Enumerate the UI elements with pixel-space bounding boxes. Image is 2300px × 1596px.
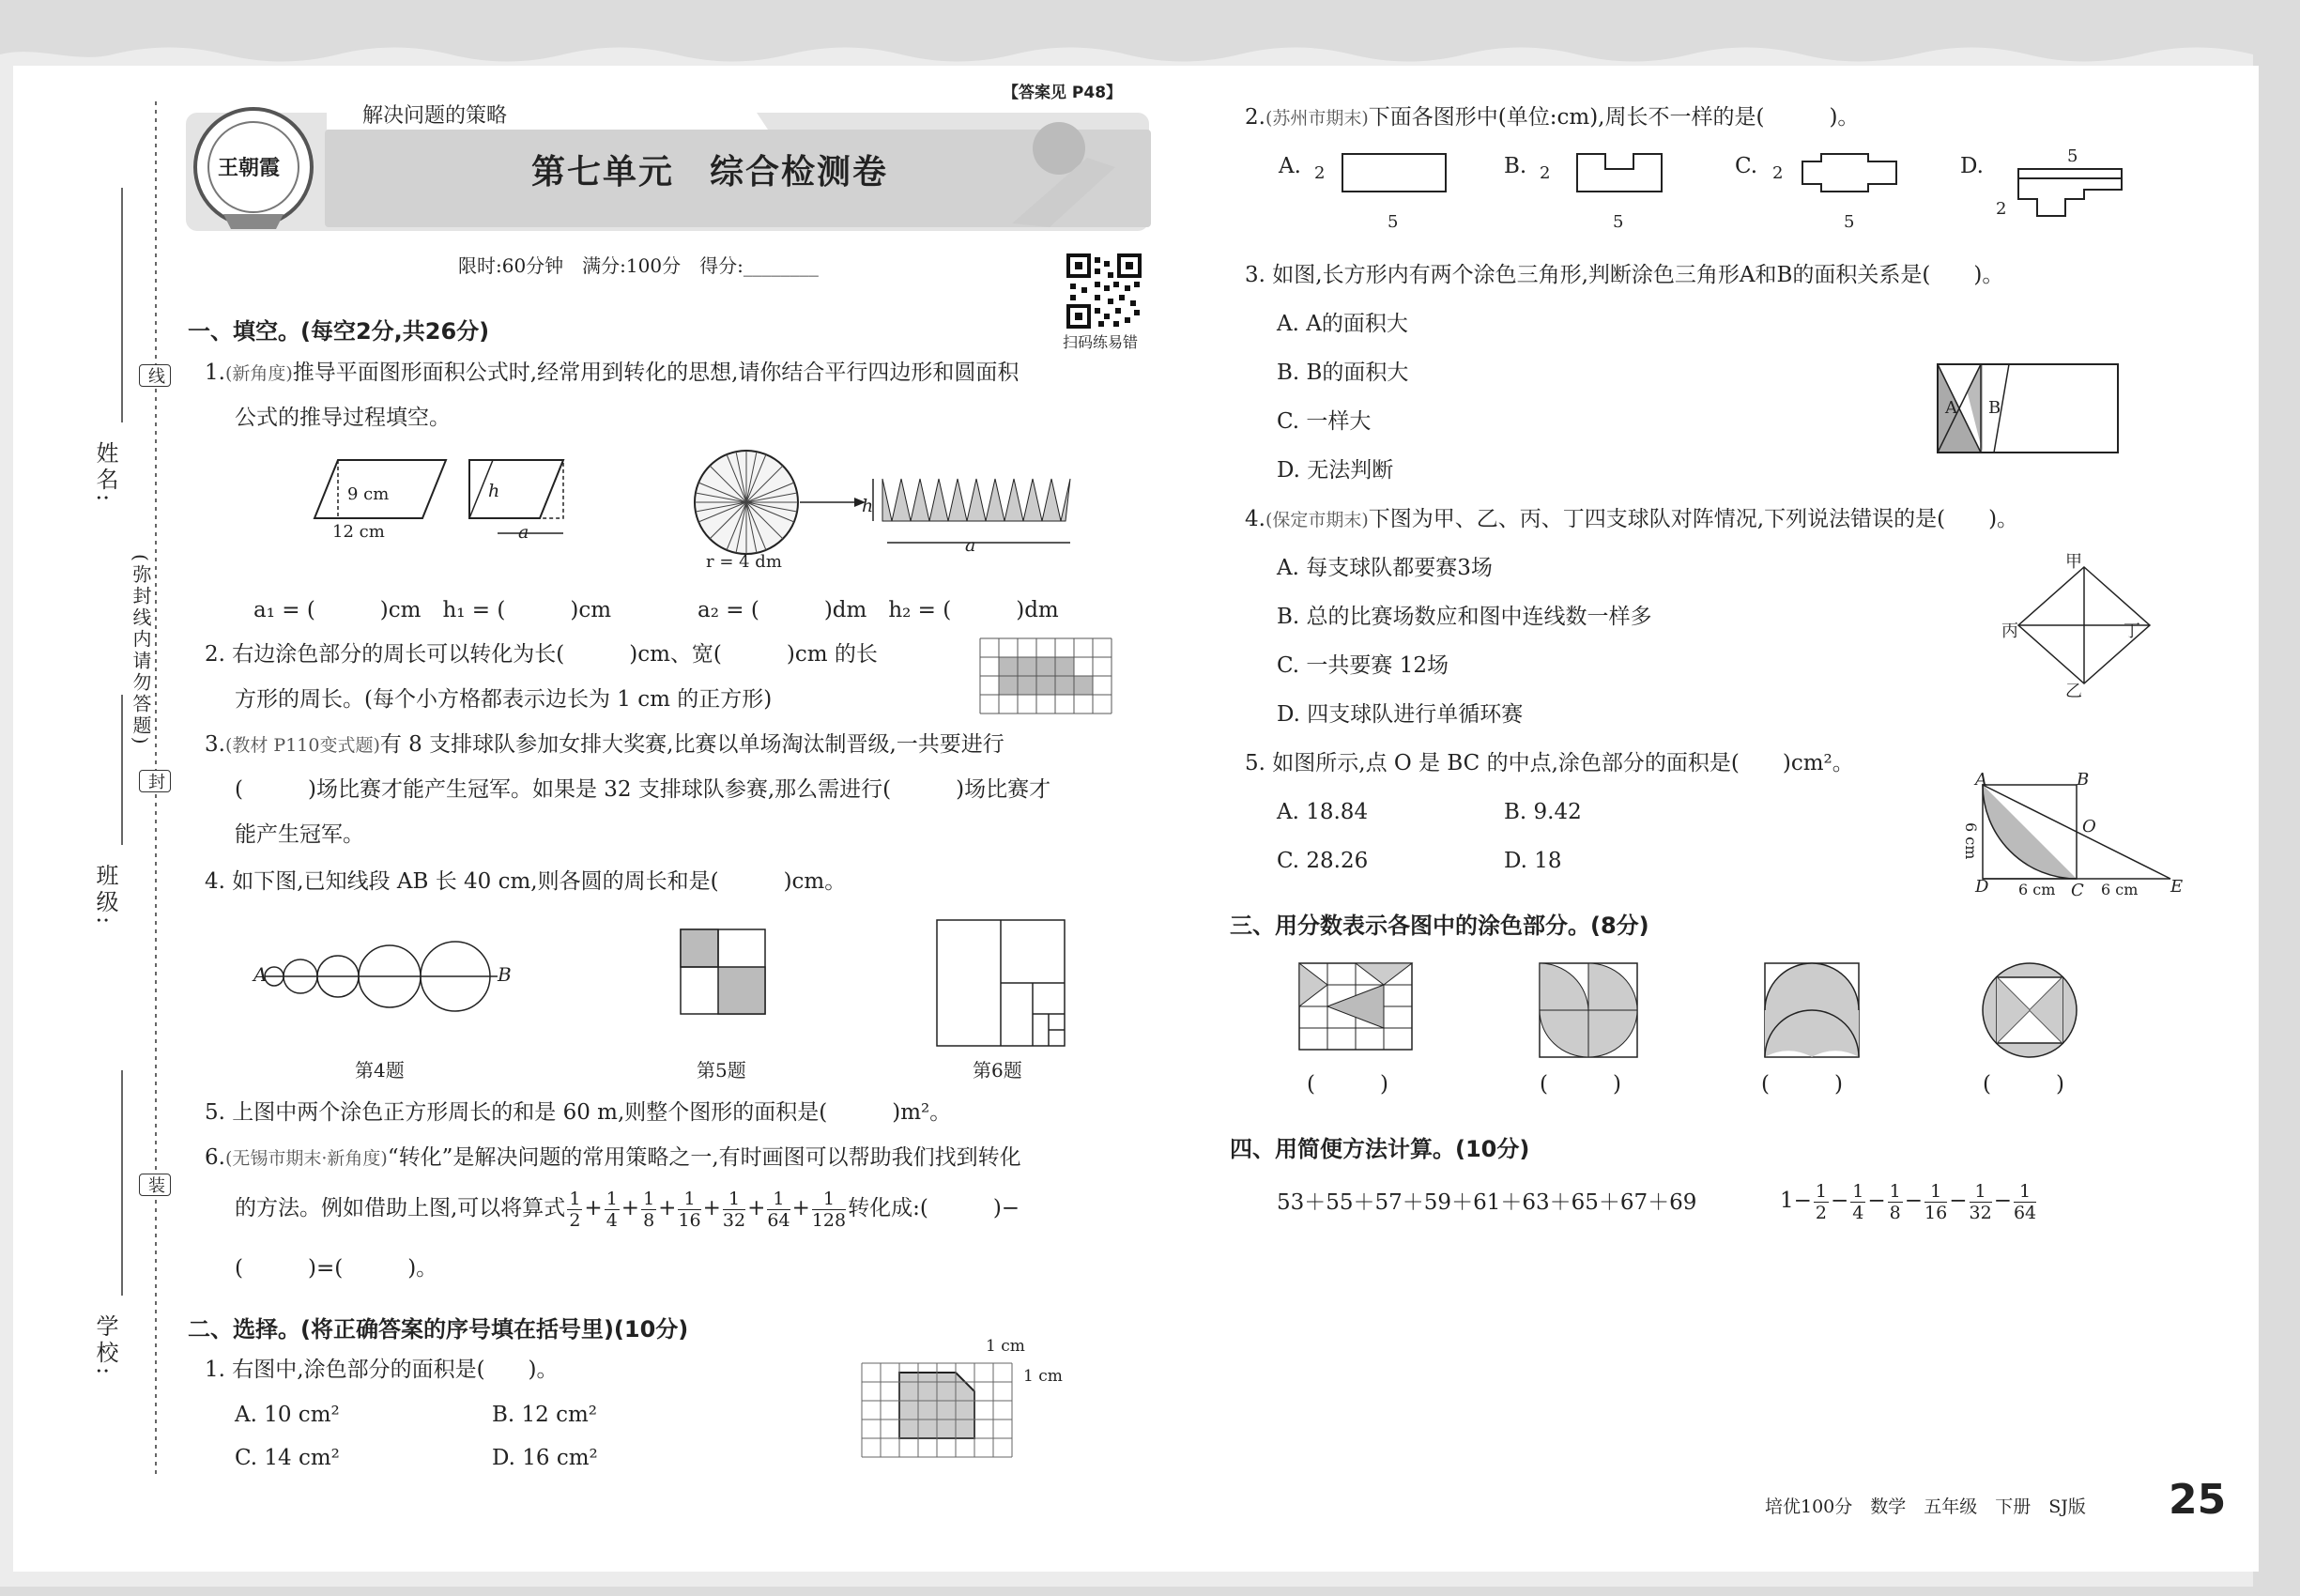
q3-line1: 3.(教材 P110变式题)有 8 支排球队参加女排大奖赛,比赛以单场淘汰制晋级,一共要进行	[205, 732, 1004, 757]
fraction-operator: −	[1831, 1189, 1849, 1213]
section-2-heading: 二、选择。(将正确答案的序号填在括号里)(10分)	[188, 1316, 689, 1343]
qr-code-icon	[1066, 253, 1142, 329]
r-q5-option-b: B. 9.42	[1504, 800, 1582, 824]
fraction-denominator: 8	[643, 1209, 655, 1231]
c1-unit-right: 1 cm	[1023, 1367, 1063, 1386]
fraction-numerator: 1	[723, 1189, 745, 1210]
exam-meta: 限时:60分钟 满分:100分 得分:________	[458, 254, 819, 277]
r-q3-rectangle-figure	[1936, 362, 2120, 456]
fraction-numerator: 1	[812, 1189, 846, 1210]
fraction-numerator: 1	[1924, 1181, 1947, 1203]
c1-option-b: B. 12 cm²	[492, 1403, 598, 1427]
fraction-numerator: 1	[2014, 1181, 2036, 1203]
c1-question: 1. 右图中,涂色部分的面积是( )。	[205, 1358, 559, 1382]
fraction-operator: −	[1904, 1189, 1924, 1213]
fraction	[678, 1189, 700, 1231]
fraction	[723, 1189, 745, 1231]
r-q5-point-b: B	[2077, 770, 2090, 790]
fraction-numerator: 1	[1970, 1181, 1992, 1203]
q4-line1: 4. 如下图,已知线段 AB 长 40 cm,则各圆的周长和是( )cm。	[205, 869, 847, 894]
fraction	[1814, 1181, 1829, 1223]
fraction-operator: +	[658, 1196, 677, 1220]
r-q2-label-2b: 2	[1540, 163, 1551, 183]
fraction-denominator: 32	[722, 1209, 746, 1231]
fraction	[812, 1189, 846, 1231]
binding-seal-char: 封	[139, 770, 171, 792]
no-answer-note: (弥封线内请勿答题)	[130, 554, 152, 747]
r-q5-point-e: E	[2170, 877, 2184, 897]
fraction-operator: +	[621, 1196, 640, 1220]
fraction-denominator: 4	[1852, 1202, 1864, 1223]
r-q5-point-c: C	[2071, 881, 2084, 900]
brand-logo-text: 王朝霞	[218, 156, 281, 180]
q6-caption: 第6题	[973, 1059, 1022, 1082]
page-title: 第七单元 综合检测卷	[531, 153, 889, 192]
r-q4-team-jia: 甲	[2065, 552, 2082, 572]
fraction-denominator: 64	[2013, 1202, 2037, 1223]
r-q2-option-a: A.	[1279, 154, 1301, 178]
r-q5-point-a: A	[1975, 770, 1987, 790]
r-q3-question: 3. 如图,长方形内有两个涂色三角形,判断涂色三角形A和B的面积关系是( )。	[1245, 263, 2004, 287]
r-q2-label-5d: 5	[2067, 146, 2078, 166]
r-q5-option-c: C. 28.26	[1277, 849, 1369, 873]
class-label: 班级:	[92, 864, 118, 928]
page-number: 25	[2169, 1476, 2227, 1524]
q1-a2-label: a	[965, 535, 976, 556]
q1-h1-label: h	[488, 481, 500, 501]
r-q3-option-c: C. 一样大	[1277, 409, 1372, 434]
r-sec3-answer-3: ( )	[1761, 1072, 1843, 1097]
fraction-denominator: 4	[606, 1209, 618, 1231]
section-1-heading: 一、填空。(每空2分,共26分)	[188, 318, 490, 345]
fraction-operator: −	[1867, 1189, 1886, 1213]
r-sec3-figures	[1296, 959, 2140, 1053]
r-q5-side-6cm-bottom1: 6 cm	[2018, 881, 2056, 898]
c1-option-a: A. 10 cm²	[235, 1403, 340, 1427]
footer-text: 培优100分 数学 五年级 下册 SJ版	[1765, 1496, 2086, 1517]
q4-point-a: A	[253, 963, 268, 986]
c1-option-c: C. 14 cm²	[235, 1446, 340, 1470]
r-q4-team-bing: 丙	[2001, 622, 2018, 641]
r-q3-option-a: A. A的面积大	[1277, 312, 1408, 336]
r-q4-option-b: B. 总的比赛场数应和图中连线数一样多	[1277, 605, 1652, 629]
fraction	[1970, 1181, 1992, 1223]
r-q4-team-yi: 乙	[2065, 682, 2082, 701]
fraction-denominator: 2	[569, 1209, 581, 1231]
r-q2-label-2a: 2	[1314, 163, 1326, 183]
fraction-denominator: 16	[1924, 1202, 1948, 1223]
r-calc-1: 53＋55＋57＋59＋61＋63＋65＋67＋69	[1277, 1190, 1697, 1215]
qr-label: 扫码练易错	[1063, 333, 1139, 351]
q1-figures	[310, 451, 1080, 591]
q6-line3: ( )=( )。	[235, 1256, 438, 1281]
fraction	[767, 1189, 790, 1231]
fraction-operator: −	[1993, 1189, 2012, 1213]
r-q5-point-o: O	[2082, 817, 2096, 836]
binding-line-char: 线	[139, 364, 171, 387]
r-q5-option-a: A. 18.84	[1277, 800, 1369, 824]
r-q2-label-2c: 2	[1772, 163, 1784, 183]
fraction-denominator: 2	[1815, 1202, 1827, 1223]
q6-fraction-sum	[565, 1188, 848, 1231]
r-sec3-answer-4: ( )	[1983, 1072, 2064, 1097]
r-sec3-answer-2: ( )	[1540, 1072, 1621, 1097]
fraction-numerator: 1	[643, 1188, 655, 1209]
r-q4-team-ding: 丁	[2124, 622, 2140, 641]
q1-r-label: r = 4 dm	[706, 552, 782, 572]
school-label: 学校:	[92, 1314, 118, 1379]
q1-a1-label: a	[518, 522, 529, 543]
section-3-heading: 三、用分数表示各图中的涂色部分。(8分)	[1230, 913, 1649, 939]
c1-grid-figure	[862, 1363, 1012, 1466]
r-q2-shapes	[1277, 141, 2159, 244]
r-q4-option-d: D. 四支球队进行单循环赛	[1277, 702, 1524, 727]
answer-reference: 【答案见 P48】	[1003, 84, 1123, 102]
r-q5-option-d: D. 18	[1504, 849, 1562, 873]
r-q3-label-a: A	[1945, 398, 1957, 418]
q5-line: 5. 上图中两个涂色正方形周长的和是 60 m,则整个图形的面积是( )m²。	[205, 1100, 952, 1125]
fraction-operator: +	[584, 1196, 603, 1220]
binding-install-char: 装	[139, 1174, 171, 1196]
fraction	[2014, 1181, 2036, 1223]
fraction	[1850, 1181, 1865, 1223]
fraction-numerator: 1	[606, 1188, 618, 1209]
fraction	[567, 1189, 582, 1231]
r-q2-option-b: B.	[1504, 154, 1527, 178]
fraction-operator: +	[791, 1196, 810, 1220]
topic-label: 解决问题的策略	[362, 104, 508, 128]
c1-option-d: D. 16 cm²	[492, 1446, 598, 1470]
q5-caption: 第5题	[697, 1059, 746, 1082]
q1-h2-label: h	[862, 496, 874, 516]
fraction-denominator: 32	[1969, 1202, 1992, 1223]
q1-9cm-label: 9 cm	[347, 484, 390, 504]
fraction-operator: +	[747, 1196, 766, 1220]
fraction	[1924, 1181, 1947, 1223]
fraction-numerator: 1	[678, 1189, 700, 1210]
fraction	[605, 1189, 620, 1231]
r-calc-2: 1− $\frac{1}{2}$ − $\frac{1}{4}$ − $\frac{1}{8}$ − $\frac{1}{16}$ − $\frac{1}{32}$ − $\frac{1}{64}$	[1780, 1180, 2037, 1223]
r-q2-option-c: C.	[1735, 154, 1758, 178]
r-q5-side-6cm-left: 6 cm	[1962, 822, 1980, 860]
fraction-numerator: 1	[1852, 1180, 1864, 1202]
fraction-numerator: 1	[569, 1188, 581, 1209]
q6-line1: 6.(无锡市期末·新角度)“转化”是解决问题的常用策略之一,有时画图可以帮助我们找到转化	[205, 1145, 1021, 1170]
r-q5-question: 5. 如图所示,点 O 是 BC 的中点,涂色部分的面积是( )cm²。	[1245, 751, 1854, 775]
r-q4-question: 4.(保定市期末)下图为甲、乙、丙、丁四支球队对阵情况,下列说法错误的是( )。	[1245, 507, 2019, 531]
q4-point-b: B	[498, 963, 512, 986]
r-q2-label-2d: 2	[1996, 199, 2007, 219]
q1-answer-line: a₁ = ( )cm h₁ = ( )cm a₂ = ( )dm h₂ = ( )dm	[253, 598, 1059, 622]
r-q2-label-5c: 5	[1844, 212, 1855, 232]
q4-caption: 第4题	[355, 1059, 405, 1082]
fraction-denominator: 64	[767, 1209, 790, 1231]
q3-line3: 能产生冠军。	[235, 822, 364, 847]
q1-12cm-label: 12 cm	[332, 522, 385, 542]
fraction-numerator: 1	[1889, 1180, 1901, 1202]
fraction-denominator: 128	[811, 1209, 847, 1231]
r-q4-option-a: A. 每支球队都要赛3场	[1277, 556, 1493, 580]
fraction-operator: −	[1949, 1189, 1968, 1213]
q2-grid-figure	[980, 638, 1112, 717]
r-q3-option-b: B. B的面积大	[1277, 361, 1409, 385]
fraction-denominator: 8	[1889, 1202, 1901, 1223]
fraction-operator: +	[702, 1196, 721, 1220]
r-q3-option-d: D. 无法判断	[1277, 458, 1394, 483]
q3-line2: ( )场比赛才能产生冠军。如果是 32 支排球队参赛,那么需进行( )场比赛才	[235, 777, 1051, 802]
r-q5-point-d: D	[1975, 877, 1989, 897]
fraction-numerator: 1	[767, 1189, 790, 1210]
fraction-denominator: 16	[678, 1209, 701, 1231]
fraction-numerator: 1	[1815, 1180, 1827, 1202]
r-q2-label-5b: 5	[1613, 212, 1624, 232]
name-label: 姓名:	[92, 441, 118, 506]
r-q3-label-b: B	[1988, 398, 2001, 418]
r-q4-option-c: C. 一共要赛 12场	[1277, 653, 1449, 678]
q2-line1: 2. 右边涂色部分的周长可以转化为长( )cm、宽( )cm 的长	[205, 642, 878, 667]
r-q2-option-d: D.	[1960, 154, 1984, 178]
q2-line2: 方形的周长。(每个小方格都表示边长为 1 cm 的正方形)	[235, 687, 773, 712]
r-q5-side-6cm-bottom2: 6 cm	[2101, 881, 2139, 898]
c1-unit-top: 1 cm	[986, 1337, 1025, 1356]
fraction	[641, 1189, 656, 1231]
fraction	[1888, 1181, 1903, 1223]
q6-line2: 的方法。例如借助上图,可以将算式 $\frac{1}{2}$ + $\frac{1}{4}$ + $\frac{1}{8}$ + $\frac{1}{16}$ + $\frac{1}{32}$ + $\frac{1}{64}$ + $\frac{1}{128}$ 转化成:( )−	[235, 1188, 1020, 1231]
r-sec3-answer-1: ( )	[1307, 1072, 1388, 1097]
r-q2-label-5a: 5	[1388, 212, 1399, 232]
q1-line1: 1.(新角度)推导平面图形面积公式时,经常用到转化的思想,请你结合平行四边形和圆面积	[205, 361, 1020, 385]
r-q2-line: 2.(苏州市期末)下面各图形中(单位:cm),周长不一样的是( )。	[1245, 105, 1860, 130]
q1-line2: 公式的推导过程填空。	[235, 406, 451, 430]
q4-q5-q6-figures	[253, 920, 1080, 1047]
section-4-heading: 四、用简便方法计算。(10分)	[1230, 1136, 1530, 1162]
